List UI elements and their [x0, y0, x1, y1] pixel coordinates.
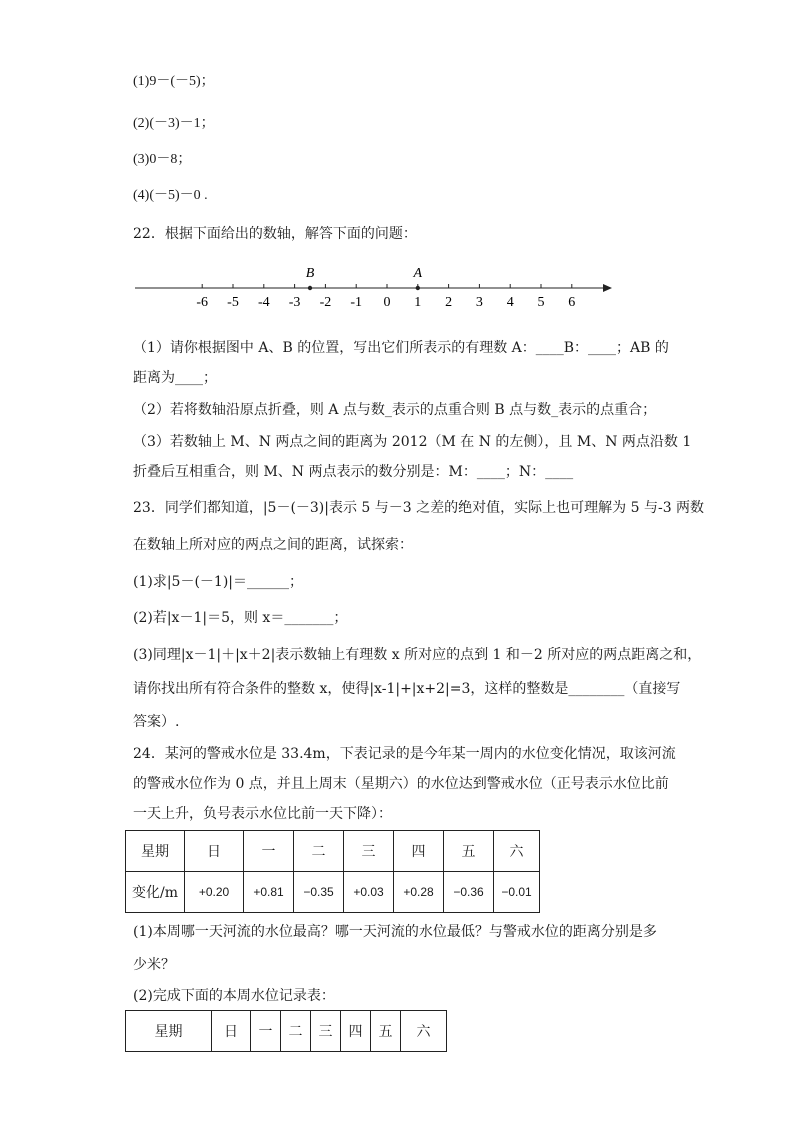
number-line-arrow [603, 284, 612, 292]
table2-header-cell: 二 [281, 1011, 311, 1052]
q22-stem: 22．根据下面给出的数轴，解答下面的问题： [133, 226, 417, 242]
number-line-tick-label: -5 [227, 295, 239, 310]
table2-header-cell: 四 [341, 1011, 371, 1052]
number-line-tick-label: -3 [288, 295, 301, 310]
q23-line1: 23．同学们都知道，|5－(－3)|表示 5 与－3 之差的绝对值，实际上也可理解为 5 与-3 两数 [133, 500, 705, 516]
water-level-record-table [125, 1010, 447, 1052]
q22-part1-line2: 距离为____； [133, 370, 217, 386]
water-level-change-table [125, 830, 540, 913]
table1-data-row [126, 872, 540, 913]
table1-header-cell: 四 [394, 831, 444, 872]
number-line-tick-label: 1 [414, 295, 422, 310]
table2-header-cell: 一 [251, 1011, 281, 1052]
q23-sub3-line1: (3)同理|x－1|＋|x＋2|表示数轴上有理数 x 所对应的点到 1 和－2 所对应的两点距离之和， [133, 647, 702, 663]
q24-sub2: (2)完成下面的本周水位记录表： [133, 988, 335, 1004]
table1-header-cell: 五 [444, 831, 494, 872]
q24-line2: 的警戒水位作为 0 点，并且上周末（星期六）的水位达到警戒水位（正号表示水位比前 [133, 776, 669, 792]
table1-value-cell: −0.35 [294, 872, 344, 913]
number-line-tick-label: -2 [319, 295, 332, 310]
table1-value-cell: +0.81 [244, 872, 294, 913]
q23-sub2: (2)若|x－1|＝5，则 x＝_______； [133, 610, 348, 626]
q23-sub3-line2: 请你找出所有符合条件的整数 x，使得|x-1|+|x+2|=3，这样的整数是________（直接写 [133, 681, 681, 697]
table1-value-cell: +0.20 [185, 872, 244, 913]
table2-header-cell: 六 [401, 1011, 447, 1052]
number-line-tick-label: 5 [537, 295, 545, 310]
table1-header-cell: 一 [244, 831, 294, 872]
number-line-tick-label: -6 [196, 295, 209, 310]
q21-item-1: (1)9－(－5)； [133, 74, 215, 89]
q22-part1-line1: （1）请你根据图中 A、B 的位置，写出它们所表示的有理数 A：____B：____；AB 的 [133, 340, 669, 356]
table1-row-label: 变化/m [126, 872, 185, 913]
table1-value-cell: −0.36 [444, 872, 494, 913]
q24-sub1-line2: 少米？ [133, 957, 175, 973]
q21-item-2: (2)(－3)－1； [133, 116, 215, 131]
table2-header-cell: 星期 [126, 1011, 212, 1052]
point-a-dot [416, 286, 420, 290]
table2-header-cell: 五 [371, 1011, 401, 1052]
point-b-label: B [305, 266, 315, 281]
table1-header-cell: 星期 [126, 831, 185, 872]
q24-sub1-line1: (1)本周哪一天河流的水位最高？哪一天河流的水位最低？与警戒水位的距离分别是多 [133, 924, 657, 940]
table1-header-cell: 二 [294, 831, 344, 872]
number-line-tick-label: -4 [257, 295, 270, 310]
point-a-label: A [413, 266, 423, 281]
table1-value-cell: +0.28 [394, 872, 444, 913]
q22-part2: （2）若将数轴沿原点折叠，则 A 点与数_表示的点重合则 B 点与数_表示的点重合； [133, 402, 657, 418]
table2-header-cell: 三 [311, 1011, 341, 1052]
q22-part3-line2: 折叠后互相重合，则 M、N 两点表示的数分别是：M：____；N：____ [133, 464, 574, 480]
table2-header-cell: 日 [212, 1011, 251, 1052]
table1-header-cell: 三 [344, 831, 394, 872]
table1-header-cell: 六 [494, 831, 540, 872]
q22-part3-line1: （3）若数轴上 M、N 两点之间的距离为 2012（M 在 N 的左侧），且 M、N 两点沿数 1 [133, 434, 692, 450]
number-line-tick-label: 0 [383, 295, 391, 310]
q23-sub1: (1)求|5－(－1)|＝______； [133, 574, 304, 590]
q24-line1: 24．某河的警戒水位是 33.4m，下表记录的是今年某一周内的水位变化情况，取该河流 [133, 746, 676, 762]
table1-value-cell: +0.03 [344, 872, 394, 913]
number-line-tick-label: 6 [568, 295, 576, 310]
table2-header-row [126, 1011, 447, 1052]
q23-line2: 在数轴上所对应的两点之间的距离，试探索： [133, 537, 413, 553]
number-line-tick-label: 4 [506, 295, 514, 310]
number-line-tick-label: 2 [445, 295, 453, 310]
table1-header-row [126, 831, 540, 872]
point-b-dot [308, 286, 312, 290]
number-line-tick-label: 3 [475, 295, 483, 310]
q21-item-3: (3)0－8； [133, 152, 192, 167]
number-line-tick-label: -1 [350, 295, 363, 310]
q24-line3: 一天上升，负号表示水位比前一天下降）： [133, 806, 392, 822]
q23-sub3-line3: 答案）. [133, 714, 180, 730]
table1-header-cell: 日 [185, 831, 244, 872]
q21-item-4: (4)(－5)－0 . [133, 188, 208, 203]
number-line [0, 262, 794, 322]
table1-value-cell: −0.01 [494, 872, 540, 913]
